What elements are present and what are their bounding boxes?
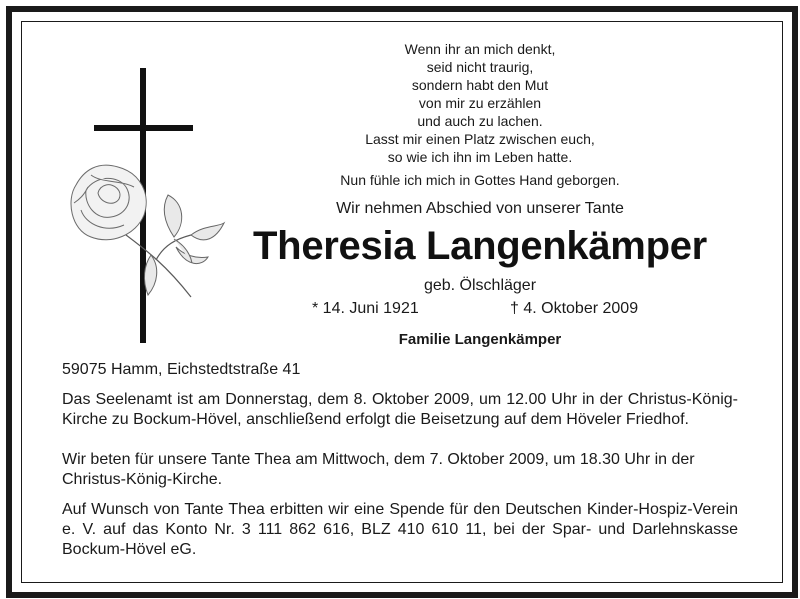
farewell-line: Wir nehmen Abschied von unserer Tante [336, 200, 624, 217]
cross-icon-horizontal-bar [94, 125, 193, 131]
donation-paragraph: Auf Wunsch von Tante Thea erbitten wir eine Spende für den Deutschen Kinder-Hospiz-Verein e. V. auf das Konto Nr. 3 111 862 616, BLZ 410 610 11, bei der Spar- und Darlehnskasse Bockum-Hövel eG. [62, 501, 738, 558]
maiden-name: geb. Ölschläger [423, 277, 537, 294]
prayer-paragraph: Wir beten für unsere Tante Thea am Mittwoch, dem 7. Oktober 2009, um 18.30 Uhr in der Christus-König-Kirche. [62, 451, 695, 488]
poem-line: so wie ich ihn im Leben hatte. [387, 149, 573, 165]
birth-date: * 14. Juni 1921 [312, 300, 419, 317]
death-date: † 4. Oktober 2009 [510, 300, 639, 317]
rose-icon [56, 155, 226, 305]
poem-line: sondern habt den Mut [411, 77, 549, 93]
poem-line: seid nicht traurig, [426, 59, 534, 75]
family-signature: Familie Langenkämper [398, 331, 562, 348]
poem-line: Lasst mir einen Platz zwischen euch, [365, 131, 595, 147]
poem-line: von mir zu erzählen [418, 95, 542, 111]
poem-line: und auch zu lachen. [417, 113, 543, 129]
address: 59075 Hamm, Eichstedtstraße 41 [62, 361, 301, 378]
poem-line: Wenn ihr an mich denkt, [404, 41, 556, 57]
requiem-paragraph: Das Seelenamt ist am Donnerstag, dem 8. Oktober 2009, um 12.00 Uhr in der Christus-König-Kirche zu Bockum-Hövel, anschließend erfolgt die Beisetzung auf dem Höveler Friedhof. [62, 391, 738, 428]
deceased-name: Theresia Langenkämper [253, 224, 707, 268]
poem-closing: Nun fühle ich mich in Gottes Hand geborgen. [340, 172, 620, 188]
poem [300, 40, 660, 166]
